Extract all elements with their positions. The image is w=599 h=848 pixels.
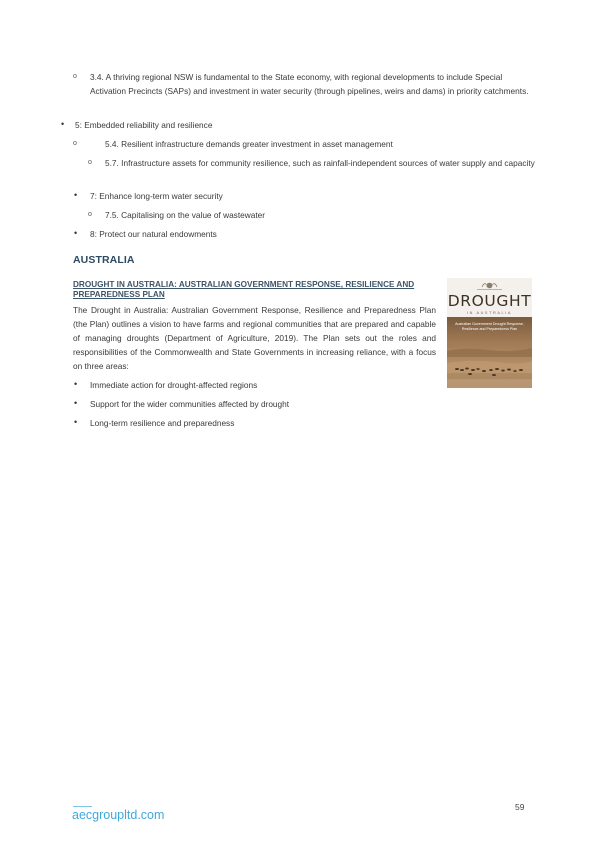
list-item-text: 5: Embedded reliability and resilience — [75, 120, 213, 130]
list-item-5-7 — [88, 156, 536, 170]
bullet-marker: • — [74, 398, 78, 408]
focus-area-text: Long-term resilience and preparedness — [90, 418, 235, 428]
cover-caption: Australian Government Drought Response, Resilience and Preparedness Plan — [455, 322, 524, 331]
sub-bullet-marker: o — [88, 159, 92, 166]
section-heading: AUSTRALIA — [73, 254, 135, 266]
list-item-8 — [74, 227, 536, 241]
bullet-marker: • — [74, 379, 78, 389]
page-number: 59 — [515, 802, 525, 812]
cover-title: DROUGHT — [447, 292, 532, 310]
list-item-5-4 — [73, 137, 536, 151]
list-item-5 — [61, 118, 536, 132]
bullet-marker: • — [74, 417, 78, 427]
list-item-7 — [74, 189, 536, 203]
bullet-marker: • — [74, 228, 78, 238]
bullet-marker: • — [61, 119, 65, 129]
list-item-text: 7.5. Capitalising on the value of wastewater — [105, 210, 266, 220]
body-paragraph: The Drought in Australia: Australian Government Response, Resilience and Preparedness Plan (the Plan) outlines a vision to have farms and regional communities that are prepared and capable of managing droughts (Department of Agriculture, 2019). The Plan sets out the roles and responsibilities of the Commonwealth and State Governments in increasing reliance, with a focus on three areas: — [73, 305, 436, 371]
sub-heading: DROUGHT IN AUSTRALIA: AUSTRALIAN GOVERNMENT RESPONSE, RESILIENCE AND PREPAREDNESS PLAN — [73, 280, 415, 299]
coat-of-arms-icon — [481, 281, 498, 289]
focus-area-item — [74, 397, 536, 411]
focus-area-item — [74, 416, 536, 430]
sub-bullet-marker: o — [73, 73, 77, 80]
list-item-7-5 — [88, 208, 551, 222]
sub-bullet-marker: o — [73, 140, 77, 147]
cover-subtitle: IN AUSTRALIA — [467, 311, 512, 315]
focus-area-text: Immediate action for drought-affected regions — [90, 380, 258, 390]
footer-rule — [73, 806, 92, 807]
bullet-marker: • — [74, 190, 78, 200]
report-cover-image — [447, 278, 532, 388]
list-item-text: 5.7. Infrastructure assets for community resilience, such as rainfall-independent sources of water supply and capacity — [105, 158, 535, 168]
list-item-text: 7: Enhance long-term water security — [90, 191, 223, 201]
list-item-text: 8: Protect our natural endowments — [90, 229, 217, 239]
focus-area-item — [74, 378, 536, 392]
sub-bullet-marker: o — [88, 211, 92, 218]
focus-area-text: Support for the wider communities affected by drought — [90, 399, 290, 409]
list-item-3-4 — [73, 70, 536, 98]
list-item-text: 5.4. Resilient infrastructure demands greater investment in asset management — [105, 139, 393, 149]
crest-divider — [477, 289, 502, 290]
list-item-text: 3.4. A thriving regional NSW is fundamental to the State economy, with regional developments to include Special Activation Precincts (SAPs) and investment in water security (through pipelines, weirs and dams) in priority catchments. — [90, 72, 529, 96]
footer-website-link[interactable]: aecgroupltd.com — [72, 808, 165, 822]
